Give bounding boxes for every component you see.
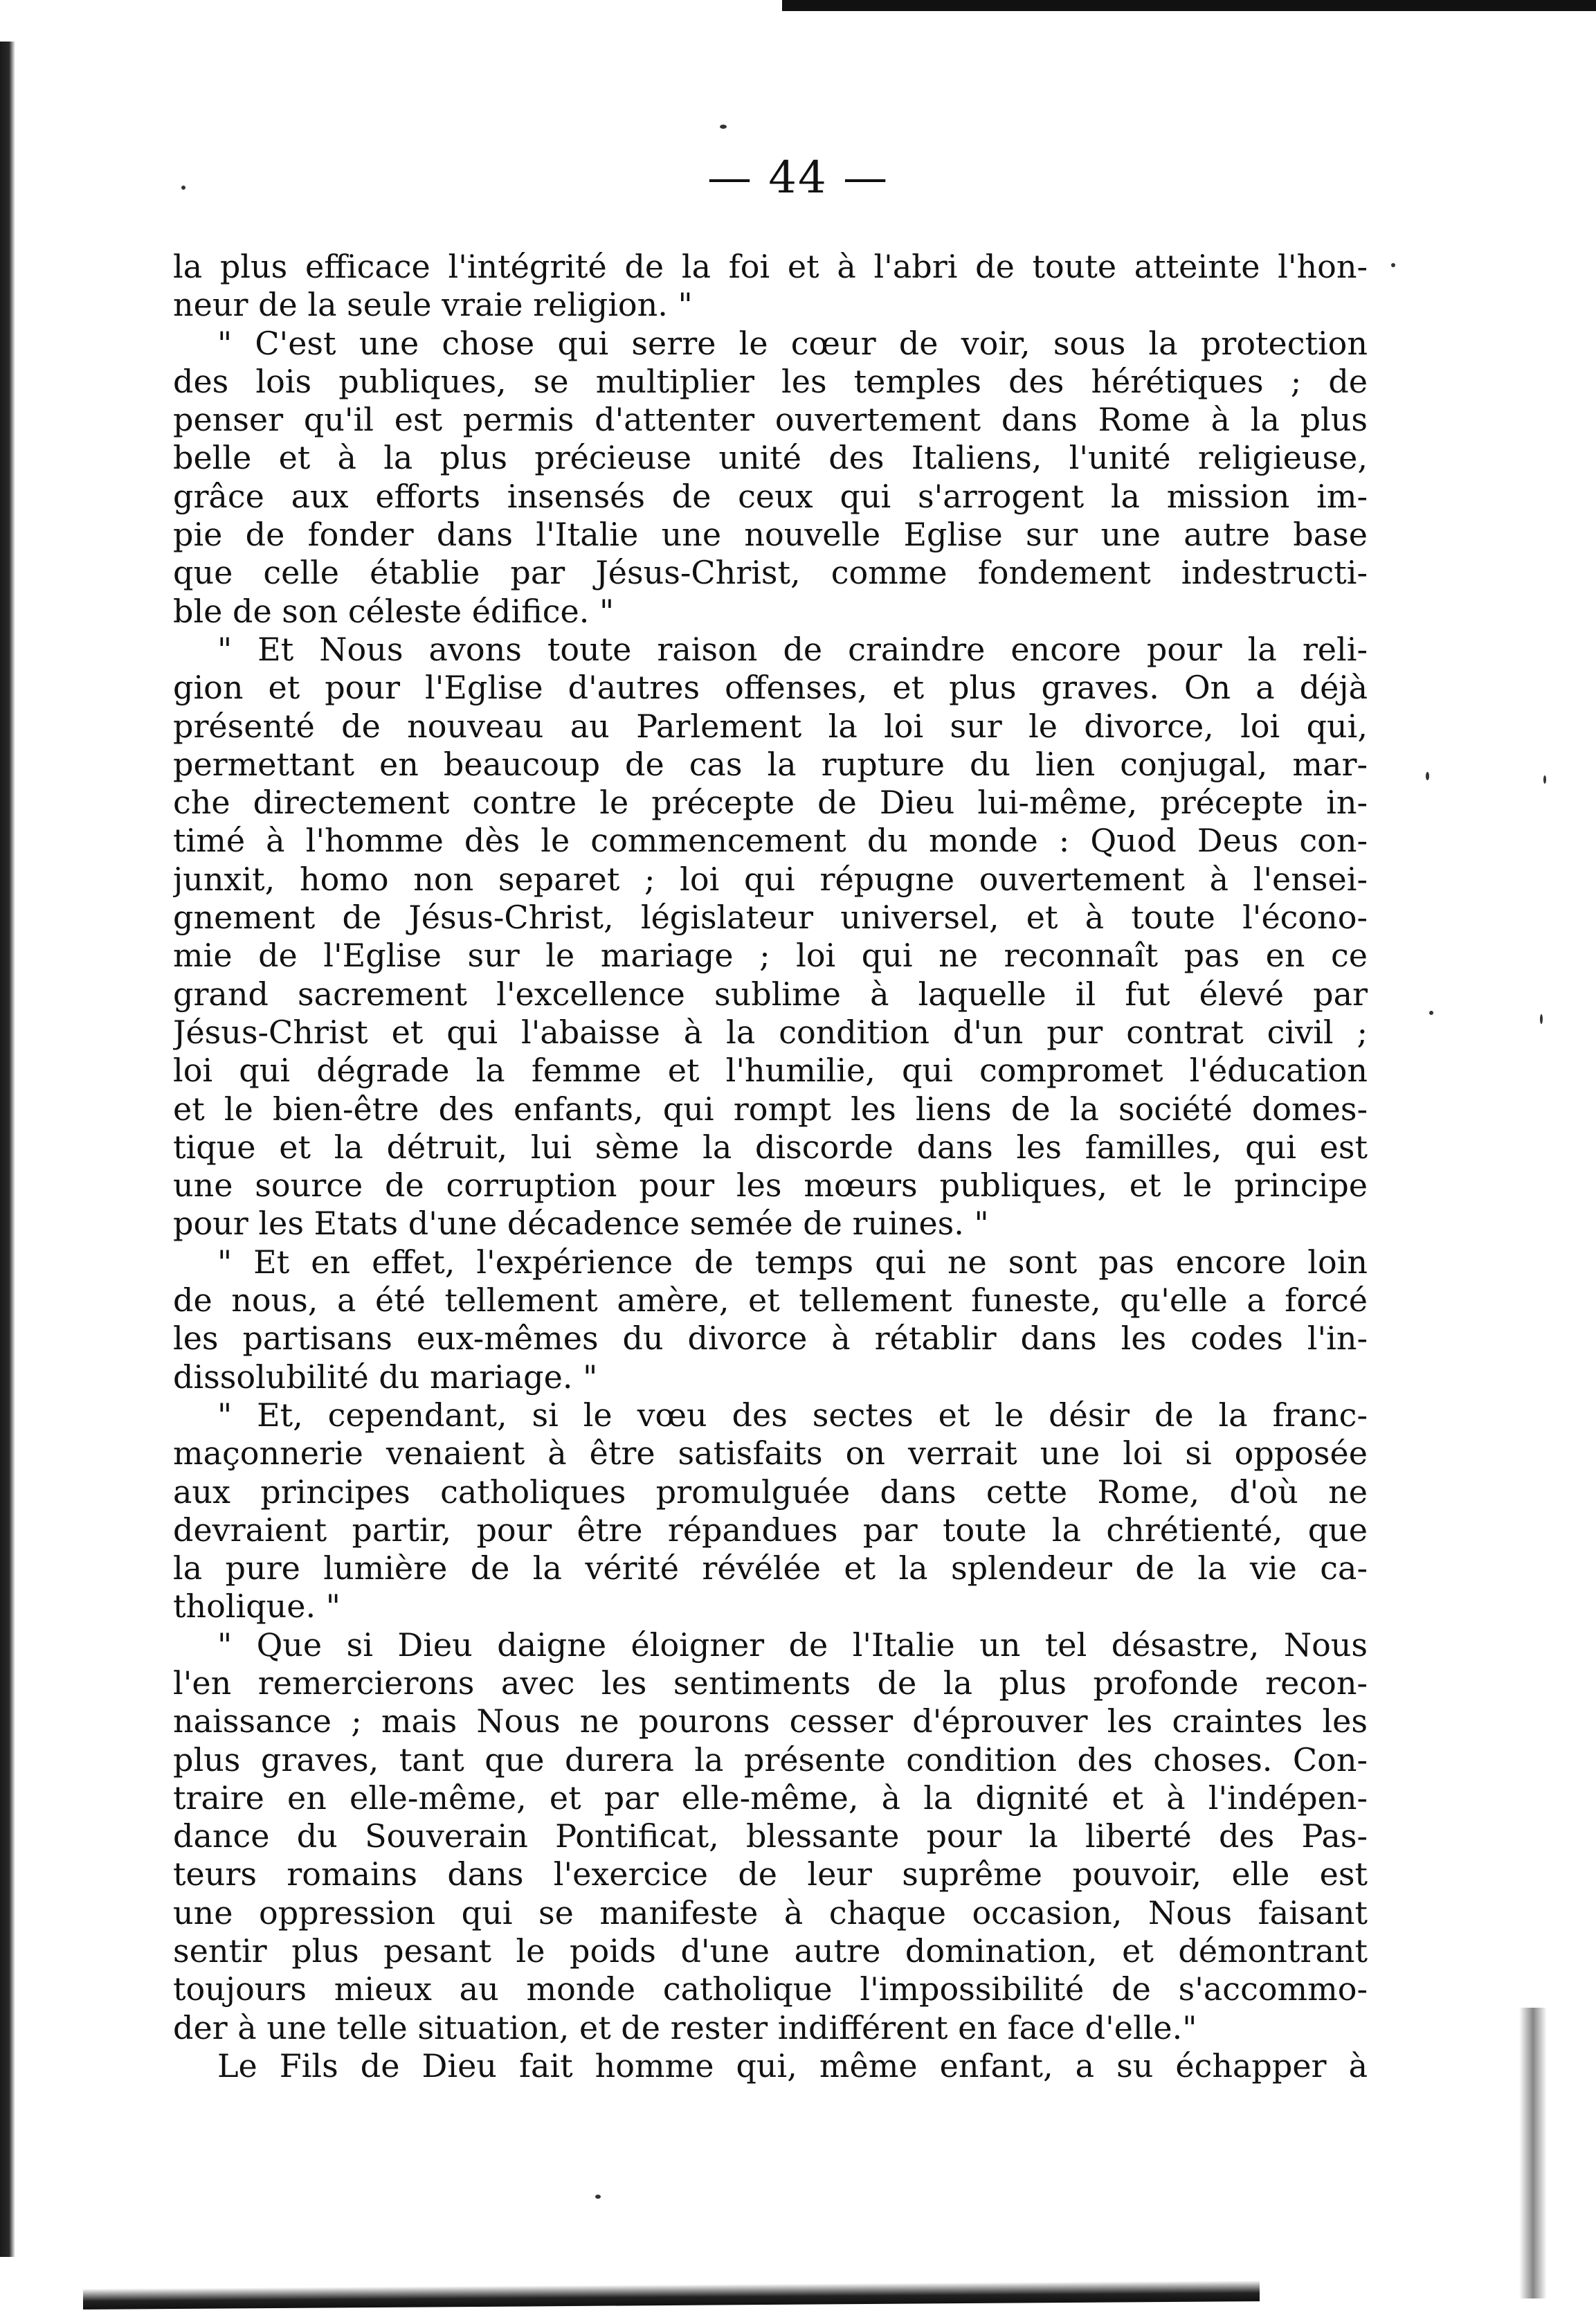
text-line: Jésus-Christ et qui l'abaisse à la condition d'un pur contrat civil ; (173, 1013, 1368, 1051)
text-line: Le Fils de Dieu fait homme qui, même enfant, a su échapper à (217, 2046, 1368, 2085)
text-line: maçonnerie venaient à être satisfaits on verrait une loi si opposée (173, 1434, 1368, 1473)
scan-speck (720, 125, 727, 129)
text-line: permettant en beaucoup de cas la rupture du lien conjugal, mar- (173, 745, 1368, 783)
text-line: " Que si Dieu daigne éloigner de l'Italie un tel désastre, Nous (217, 1626, 1368, 1664)
scan-speck (1426, 772, 1429, 780)
text-line: l'en remercierons avec les sentiments de la plus profonde recon- (173, 1664, 1368, 1702)
text-line: traire en elle-même, et par elle-même, à la dignité et à l'indépen- (173, 1779, 1368, 1817)
text-line: grâce aux efforts insensés de ceux qui s'arrogent la mission im- (173, 477, 1368, 515)
text-line: présenté de nouveau au Parlement la loi sur le divorce, loi qui, (173, 707, 1368, 745)
text-line: junxit, homo non separet ; loi qui répugne ouvertement à l'ensei- (173, 860, 1368, 898)
text-line: des lois publiques, se multiplier les temples des hérétiques ; de (173, 362, 1368, 400)
text-line: neur de la seule vraie religion. " (173, 286, 693, 324)
scan-speck (1540, 1014, 1543, 1024)
text-line: pie de fonder dans l'Italie une nouvelle Eglise sur une autre base (173, 516, 1368, 554)
text-line: gion et pour l'Eglise d'autres offenses, et plus graves. On a déjà (173, 669, 1368, 707)
text-line: loi qui dégrade la femme et l'humilie, qui compromet l'éducation (173, 1052, 1368, 1090)
text-line: teurs romains dans l'exercice de leur suprême pouvoir, elle est (173, 1855, 1368, 1893)
text-line: " Et, cependant, si le vœu des sectes et le désir de la franc- (217, 1396, 1368, 1434)
text-line: une source de corruption pour les mœurs publiques, et le principe (173, 1167, 1368, 1205)
text-line: une oppression qui se manifeste à chaque occasion, Nous faisant (173, 1893, 1368, 1932)
text-line: gnement de Jésus-Christ, législateur universel, et à toute l'écono- (173, 899, 1368, 937)
text-line: toujours mieux au monde catholique l'impossibilité de s'accommo- (173, 1970, 1368, 2008)
page-number: — 44 — (707, 152, 889, 204)
text-line: mie de l'Eglise sur le mariage ; loi qui ne reconnaît pas en ce (173, 937, 1368, 975)
text-line: ble de son céleste édifice. " (173, 592, 615, 630)
text-line: penser qu'il est permis d'attenter ouvertement dans Rome à la plus (173, 401, 1368, 439)
scan-speck (1429, 1011, 1433, 1015)
scan-edge-top (782, 0, 1596, 11)
text-line: que celle établie par Jésus-Christ, comme fondement indestructi- (173, 554, 1368, 592)
text-line: tholique. " (173, 1587, 341, 1626)
text-line: naissance ; mais Nous ne pourons cesser d'éprouver les craintes les (173, 1702, 1368, 1740)
scan-speck (1391, 263, 1395, 267)
text-line: timé à l'homme dès le commencement du monde : Quod Deus con- (173, 822, 1368, 860)
text-line: dance du Souverain Pontificat, blessante pour la liberté des Pas- (173, 1817, 1368, 1855)
text-line: pour les Etats d'une décadence semée de ruines. " (173, 1205, 989, 1243)
text-line: belle et à la plus précieuse unité des Italiens, l'unité religieuse, (173, 439, 1368, 477)
scan-edge-right (1519, 2008, 1547, 2298)
scan-speck (1543, 775, 1546, 784)
text-line: " Et en effet, l'expérience de temps qui ne sont pas encore loin (217, 1243, 1368, 1281)
scan-edge-bottom (83, 2280, 1260, 2310)
text-line: tique et la détruit, lui sème la discorde dans les familles, qui est (173, 1128, 1368, 1166)
text-line: les partisans eux-mêmes du divorce à rétablir dans les codes l'in- (173, 1320, 1368, 1358)
text-line: devraient partir, pour être répandues par toute la chrétienté, que (173, 1511, 1368, 1549)
body-text (173, 248, 1368, 2085)
scan-edge-left (0, 42, 15, 2257)
text-line: " C'est une chose qui serre le cœur de voir, sous la protection (217, 324, 1368, 362)
text-line: plus graves, tant que durera la présente condition des choses. Con- (173, 1740, 1368, 1779)
text-line: aux principes catholiques promulguée dans cette Rome, d'où ne (173, 1473, 1368, 1511)
text-line: grand sacrement l'excellence sublime à laquelle il fut élevé par (173, 975, 1368, 1013)
scan-speck (595, 2195, 601, 2199)
text-line: dissolubilité du mariage. " (173, 1358, 598, 1396)
text-line: de nous, a été tellement amère, et tellement funeste, qu'elle a forcé (173, 1281, 1368, 1320)
text-line: et le bien-être des enfants, qui rompt les liens de la société domes- (173, 1090, 1368, 1128)
text-line: la plus efficace l'intégrité de la foi et à l'abri de toute atteinte l'hon- (173, 248, 1368, 285)
text-line: der à une telle situation, et de rester indifférent en face d'elle." (173, 2008, 1197, 2046)
text-line: sentir plus pesant le poids d'une autre domination, et démontrant (173, 1932, 1368, 1970)
text-line: che directement contre le précepte de Dieu lui-même, précepte in- (173, 784, 1368, 822)
text-line: la pure lumière de la vérité révélée et la splendeur de la vie ca- (173, 1549, 1368, 1587)
text-line: " Et Nous avons toute raison de craindre encore pour la reli- (217, 630, 1368, 668)
